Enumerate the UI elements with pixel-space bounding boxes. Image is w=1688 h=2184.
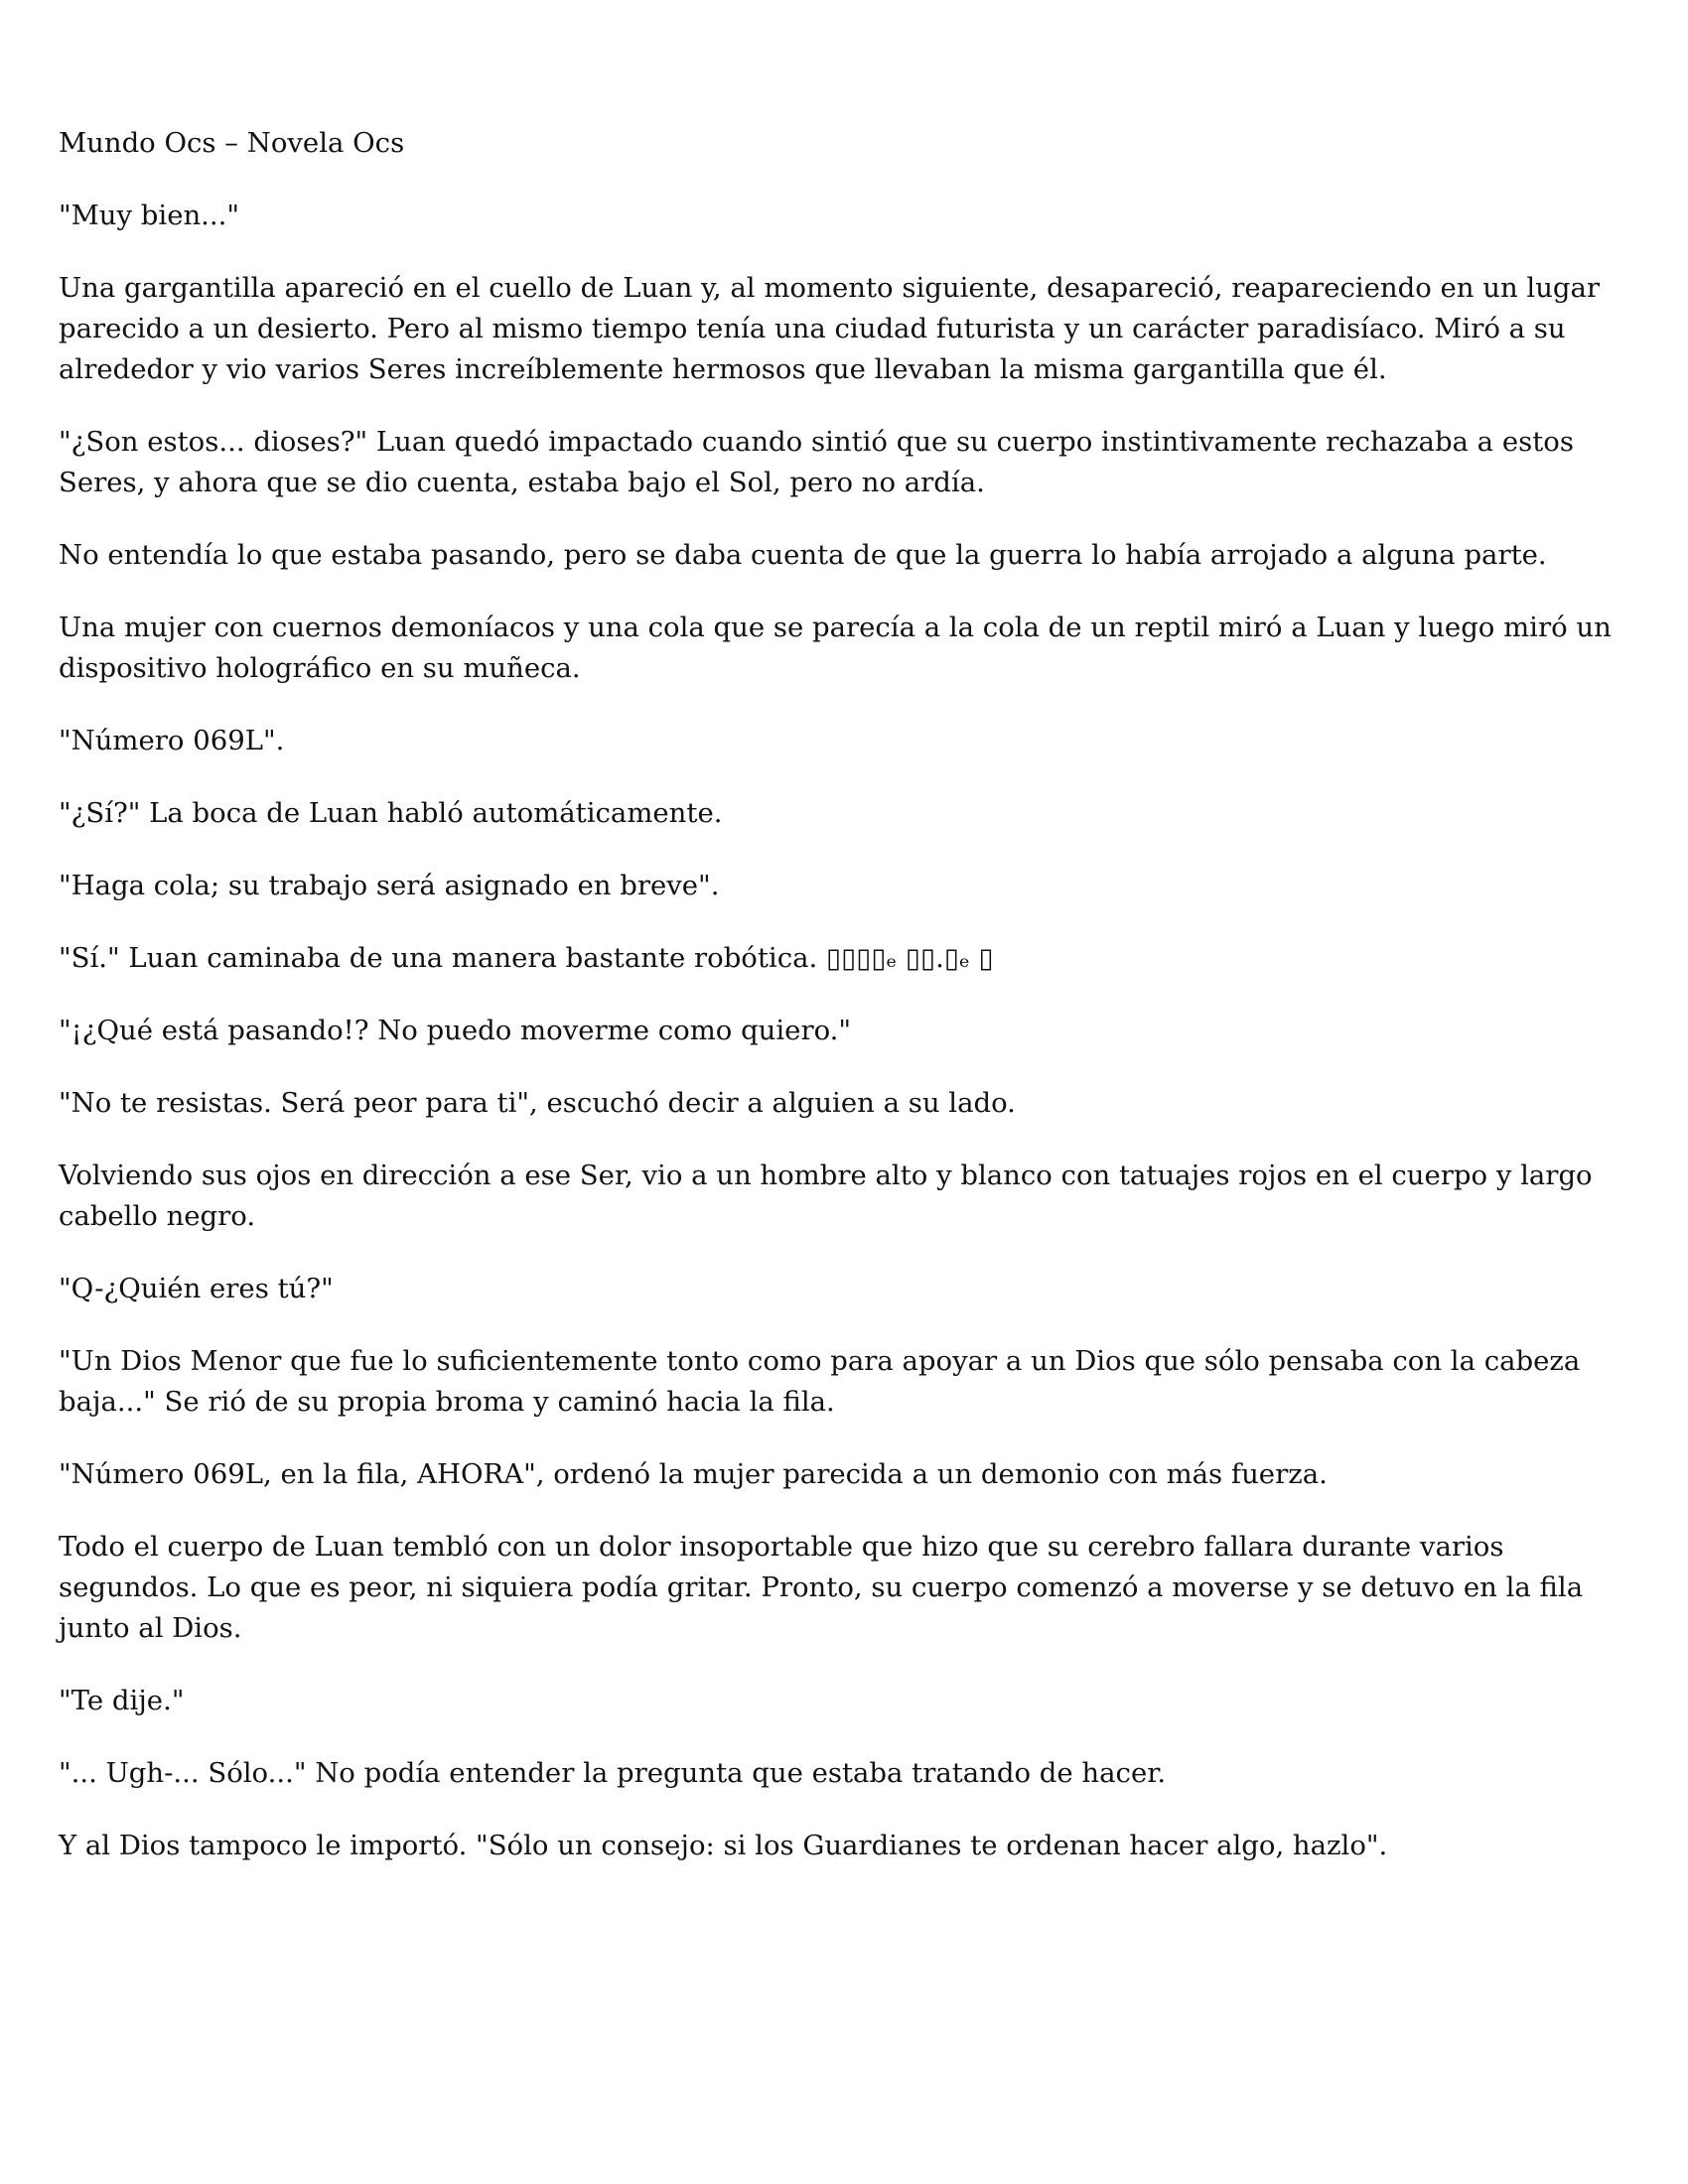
paragraph-16: Todo el cuerpo de Luan tembló con un dolor insoportable que hizo que su cerebro fallara durante varios segundos. Lo que es peor, ni siquiera podía gritar. Pronto, su cuerpo comenzó a moverse y se detuvo en la fila junto al Dios. <box>59 1531 1584 1644</box>
paragraph-18: "... Ugh-... Sólo..." No podía entender la pregunta que estaba tratando de hacer. <box>59 1757 1167 1789</box>
document-page <box>59 123 1627 1898</box>
paragraph-10: "¡¿Qué está pasando!? No puedo moverme como quiero." <box>59 1015 852 1046</box>
paragraph-15: "Número 069L, en la fila, AHORA", ordenó la mujer parecida a un demonio con más fuerza. <box>59 1458 1328 1490</box>
paragraph-17: "Te dije." <box>59 1685 185 1716</box>
paragraph-12: Volviendo sus ojos en dirección a ese Ser, vio a un hombre alto y blanco con tatuajes rojos en el cuerpo y largo cabello negro. <box>59 1160 1593 1232</box>
paragraph-14: "Un Dios Menor que fue lo suficientemente tonto como para apoyar a un Dios que sólo pensaba con la cabeza baja..." Se rió de su propia broma y caminó hacia la fila. <box>59 1345 1581 1418</box>
paragraph-19: Y al Dios tampoco le importó. "Sólo un consejo: si los Guardianes te ordenan hacer algo, hazlo". <box>59 1830 1388 1861</box>
paragraph-3: "¿Son estos... dioses?" Luan quedó impactado cuando sintió que su cuerpo instintivamente rechazaba a estos Seres, y ahora que se dio cuenta, estaba bajo el Sol, pero no ardía. <box>59 426 1574 498</box>
paragraph-1: "Muy bien..." <box>59 200 240 231</box>
paragraph-6: "Número 069L". <box>59 725 285 756</box>
paragraph-8: "Haga cola; su trabajo será asignado en breve". <box>59 870 720 901</box>
paragraph-13: "Q-¿Quién eres tú?" <box>59 1273 334 1304</box>
paragraph-9: "Sí." Luan caminaba de una manera bastante robótica. ▯▯▯▯ₑ ▯▯.▯ₑ ▯ <box>59 942 994 974</box>
document-header: Mundo Ocs – Novela Ocs <box>59 127 405 159</box>
paragraph-7: "¿Sí?" La boca de Luan habló automáticamente. <box>59 797 723 829</box>
paragraph-11: "No te resistas. Será peor para ti", escuchó decir a alguien a su lado. <box>59 1087 1016 1119</box>
paragraph-5: Una mujer con cuernos demoníacos y una cola que se parecía a la cola de un reptil miró a Luan y luego miró un dispositivo holográfico en su muñeca. <box>59 612 1612 684</box>
paragraph-4: No entendía lo que estaba pasando, pero se daba cuenta de que la guerra lo había arrojado a alguna parte. <box>59 539 1547 571</box>
paragraph-2: Una gargantilla apareció en el cuello de Luan y, al momento siguiente, desapareció, reapareciendo en un lugar parecido a un desierto. Pero al mismo tiempo tenía una ciudad futurista y un carácter paradisíaco. Miró a su alrededor y vio varios Seres increíblemente hermosos que llevaban la misma gargantilla que él. <box>59 272 1601 385</box>
